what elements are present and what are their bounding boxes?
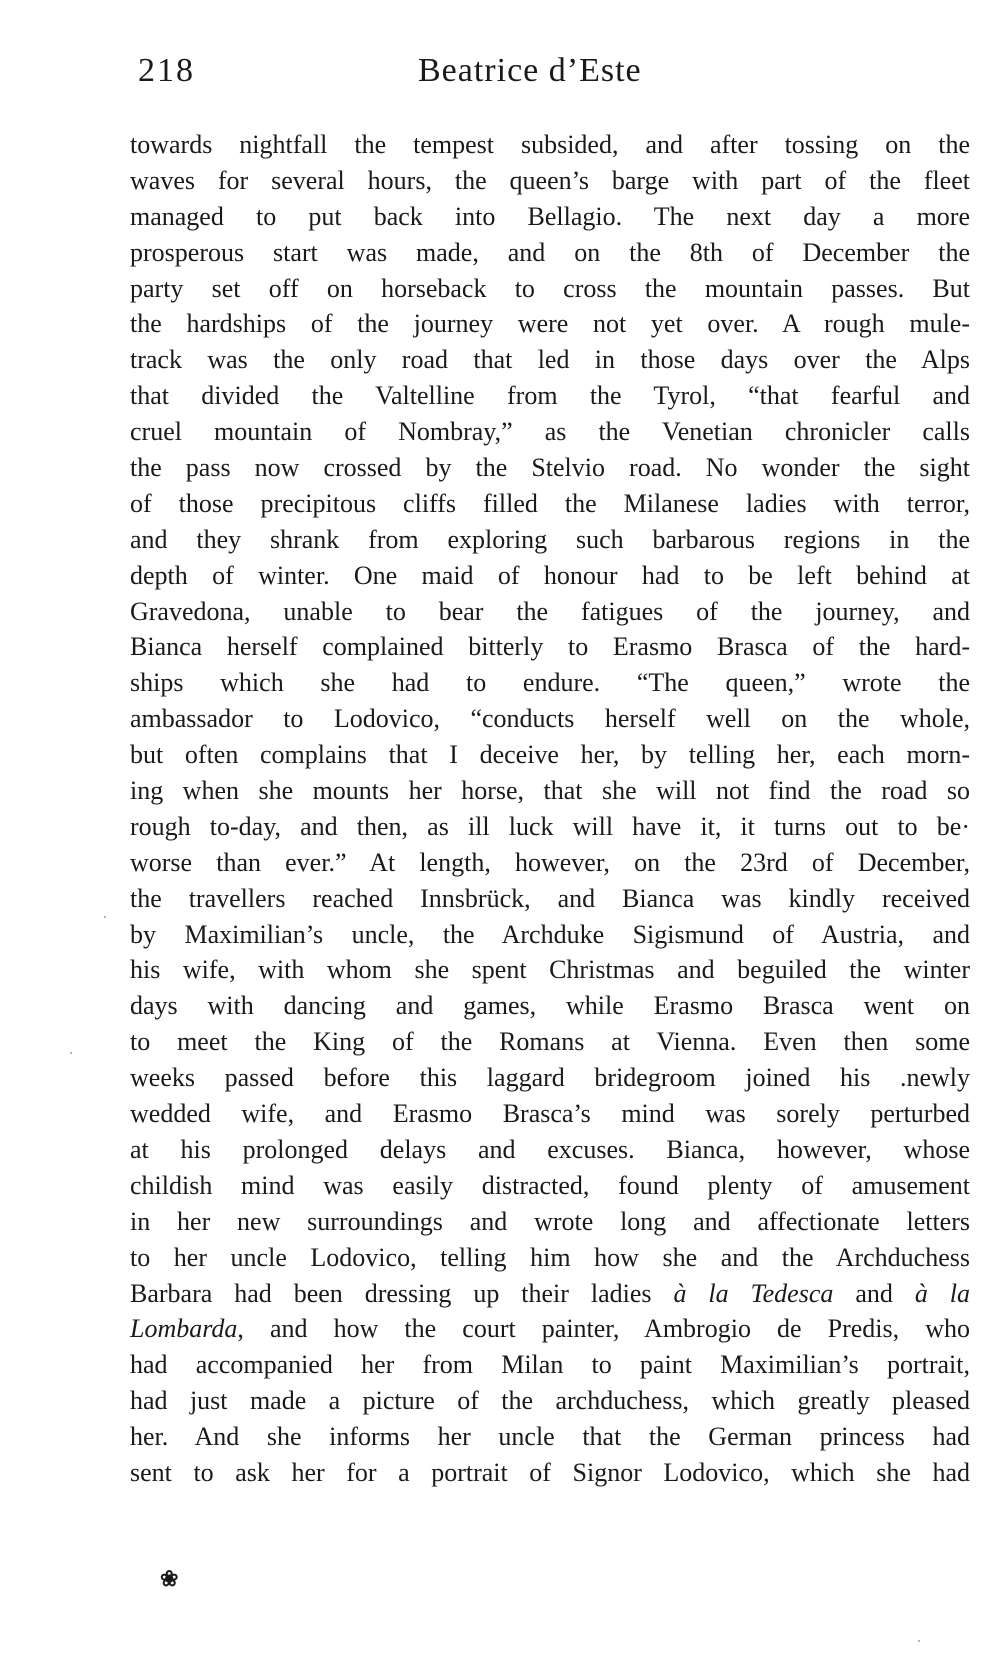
text-line: worse than ever.” At length, however, on the 23rd of December,: [130, 847, 970, 877]
text-line: ambassador to Lodovico, “conducts herself well on the whole,: [130, 704, 970, 734]
text-line: weeks passed before this laggard bridegroom joined his .newly: [130, 1063, 970, 1093]
text-line: had just made a picture of the archduchess, which greatly pleased: [130, 1386, 970, 1416]
text-line: of those precipitous cliffs filled the Milanese ladies with terror,: [130, 488, 970, 518]
page-header: [138, 46, 968, 96]
text-line: prosperous start was made, and on the 8th of December the: [130, 237, 970, 267]
italic-phrase: à la: [914, 1278, 970, 1308]
printer-mark-icon: ❀: [160, 1566, 179, 1591]
body-text: [130, 127, 970, 1491]
text-line: party set off on horseback to cross the mountain passes. But: [130, 273, 970, 303]
text-run: and: [833, 1278, 915, 1308]
text-line: managed to put back into Bellagio. The next day a more: [130, 201, 970, 231]
text-line: at his prolonged delays and excuses. Bianca, however, whose: [130, 1134, 970, 1164]
text-line: cruel mountain of Nombray,” as the Venetian chronicler calls: [130, 417, 970, 447]
text-line: to meet the King of the Romans at Vienna. Even then some: [130, 1027, 970, 1057]
text-run: Barbara had been dressing up their ladies: [130, 1278, 674, 1308]
paper-speck: [104, 916, 106, 918]
text-line: depth of winter. One maid of honour had to be left behind at: [130, 560, 970, 590]
text-line-with-italics: [130, 1311, 970, 1347]
text-line: his wife, with whom she spent Christmas and beguiled the winter: [130, 955, 970, 985]
text-line: had accompanied her from Milan to paint Maximilian’s portrait,: [130, 1350, 970, 1380]
text-line: childish mind was easily distracted, found plenty of amusement: [130, 1170, 970, 1200]
text-line: and they shrank from exploring such barbarous regions in the: [130, 524, 970, 554]
text-line: by Maximilian’s uncle, the Archduke Sigismund of Austria, and: [130, 919, 970, 949]
text-line: Gravedona, unable to bear the fatigues of the journey, and: [130, 596, 970, 626]
text-line: ing when she mounts her horse, that she will not find the road so: [130, 776, 970, 806]
running-head: Beatrice d’Este: [418, 52, 642, 89]
text-line: waves for several hours, the queen’s barge with part of the fleet: [130, 165, 970, 195]
text-line: the hardships of the journey were not yet over. A rough mule-: [130, 309, 970, 339]
text-line: wedded wife, and Erasmo Brasca’s mind was sorely perturbed: [130, 1099, 970, 1129]
italic-phrase: Lombarda: [130, 1314, 238, 1344]
page-number: 218: [138, 52, 195, 89]
text-line: but often complains that I deceive her, by telling her, each morn-: [130, 740, 970, 770]
text-line: rough to-day, and then, as ill luck will have it, it turns out to be·: [130, 811, 970, 841]
text-line: track was the only road that led in those days over the Alps: [130, 345, 970, 375]
text-run: , and how the court painter, Ambrogio de Predis, who: [237, 1314, 970, 1344]
text-line: that divided the Valtelline from the Tyrol, “that fearful and: [130, 381, 970, 411]
paper-speck: [918, 1640, 920, 1642]
text-line: sent to ask her for a portrait of Signor Lodovico, which she had: [130, 1457, 970, 1487]
text-line: the pass now crossed by the Stelvio road. No wonder the sight: [130, 453, 970, 483]
italic-phrase: à la Tedesca: [673, 1278, 834, 1308]
text-line: ships which she had to endure. “The queen,” wrote the: [130, 668, 970, 698]
text-line: to her uncle Lodovico, telling him how she and the Archduchess: [130, 1242, 970, 1272]
text-line: in her new surroundings and wrote long and affectionate letters: [130, 1206, 970, 1236]
text-line: towards nightfall the tempest subsided, and after tossing on the: [130, 130, 970, 159]
paper-speck: [70, 1052, 72, 1054]
text-line: Bianca herself complained bitterly to Erasmo Brasca of the hard-: [130, 632, 970, 662]
text-line-with-italics: [130, 1276, 970, 1312]
text-line: days with dancing and games, while Erasmo Brasca went on: [130, 991, 970, 1021]
text-line: the travellers reached Innsbrück, and Bianca was kindly received: [130, 883, 970, 913]
text-line: her. And she informs her uncle that the German princess had: [130, 1422, 970, 1452]
